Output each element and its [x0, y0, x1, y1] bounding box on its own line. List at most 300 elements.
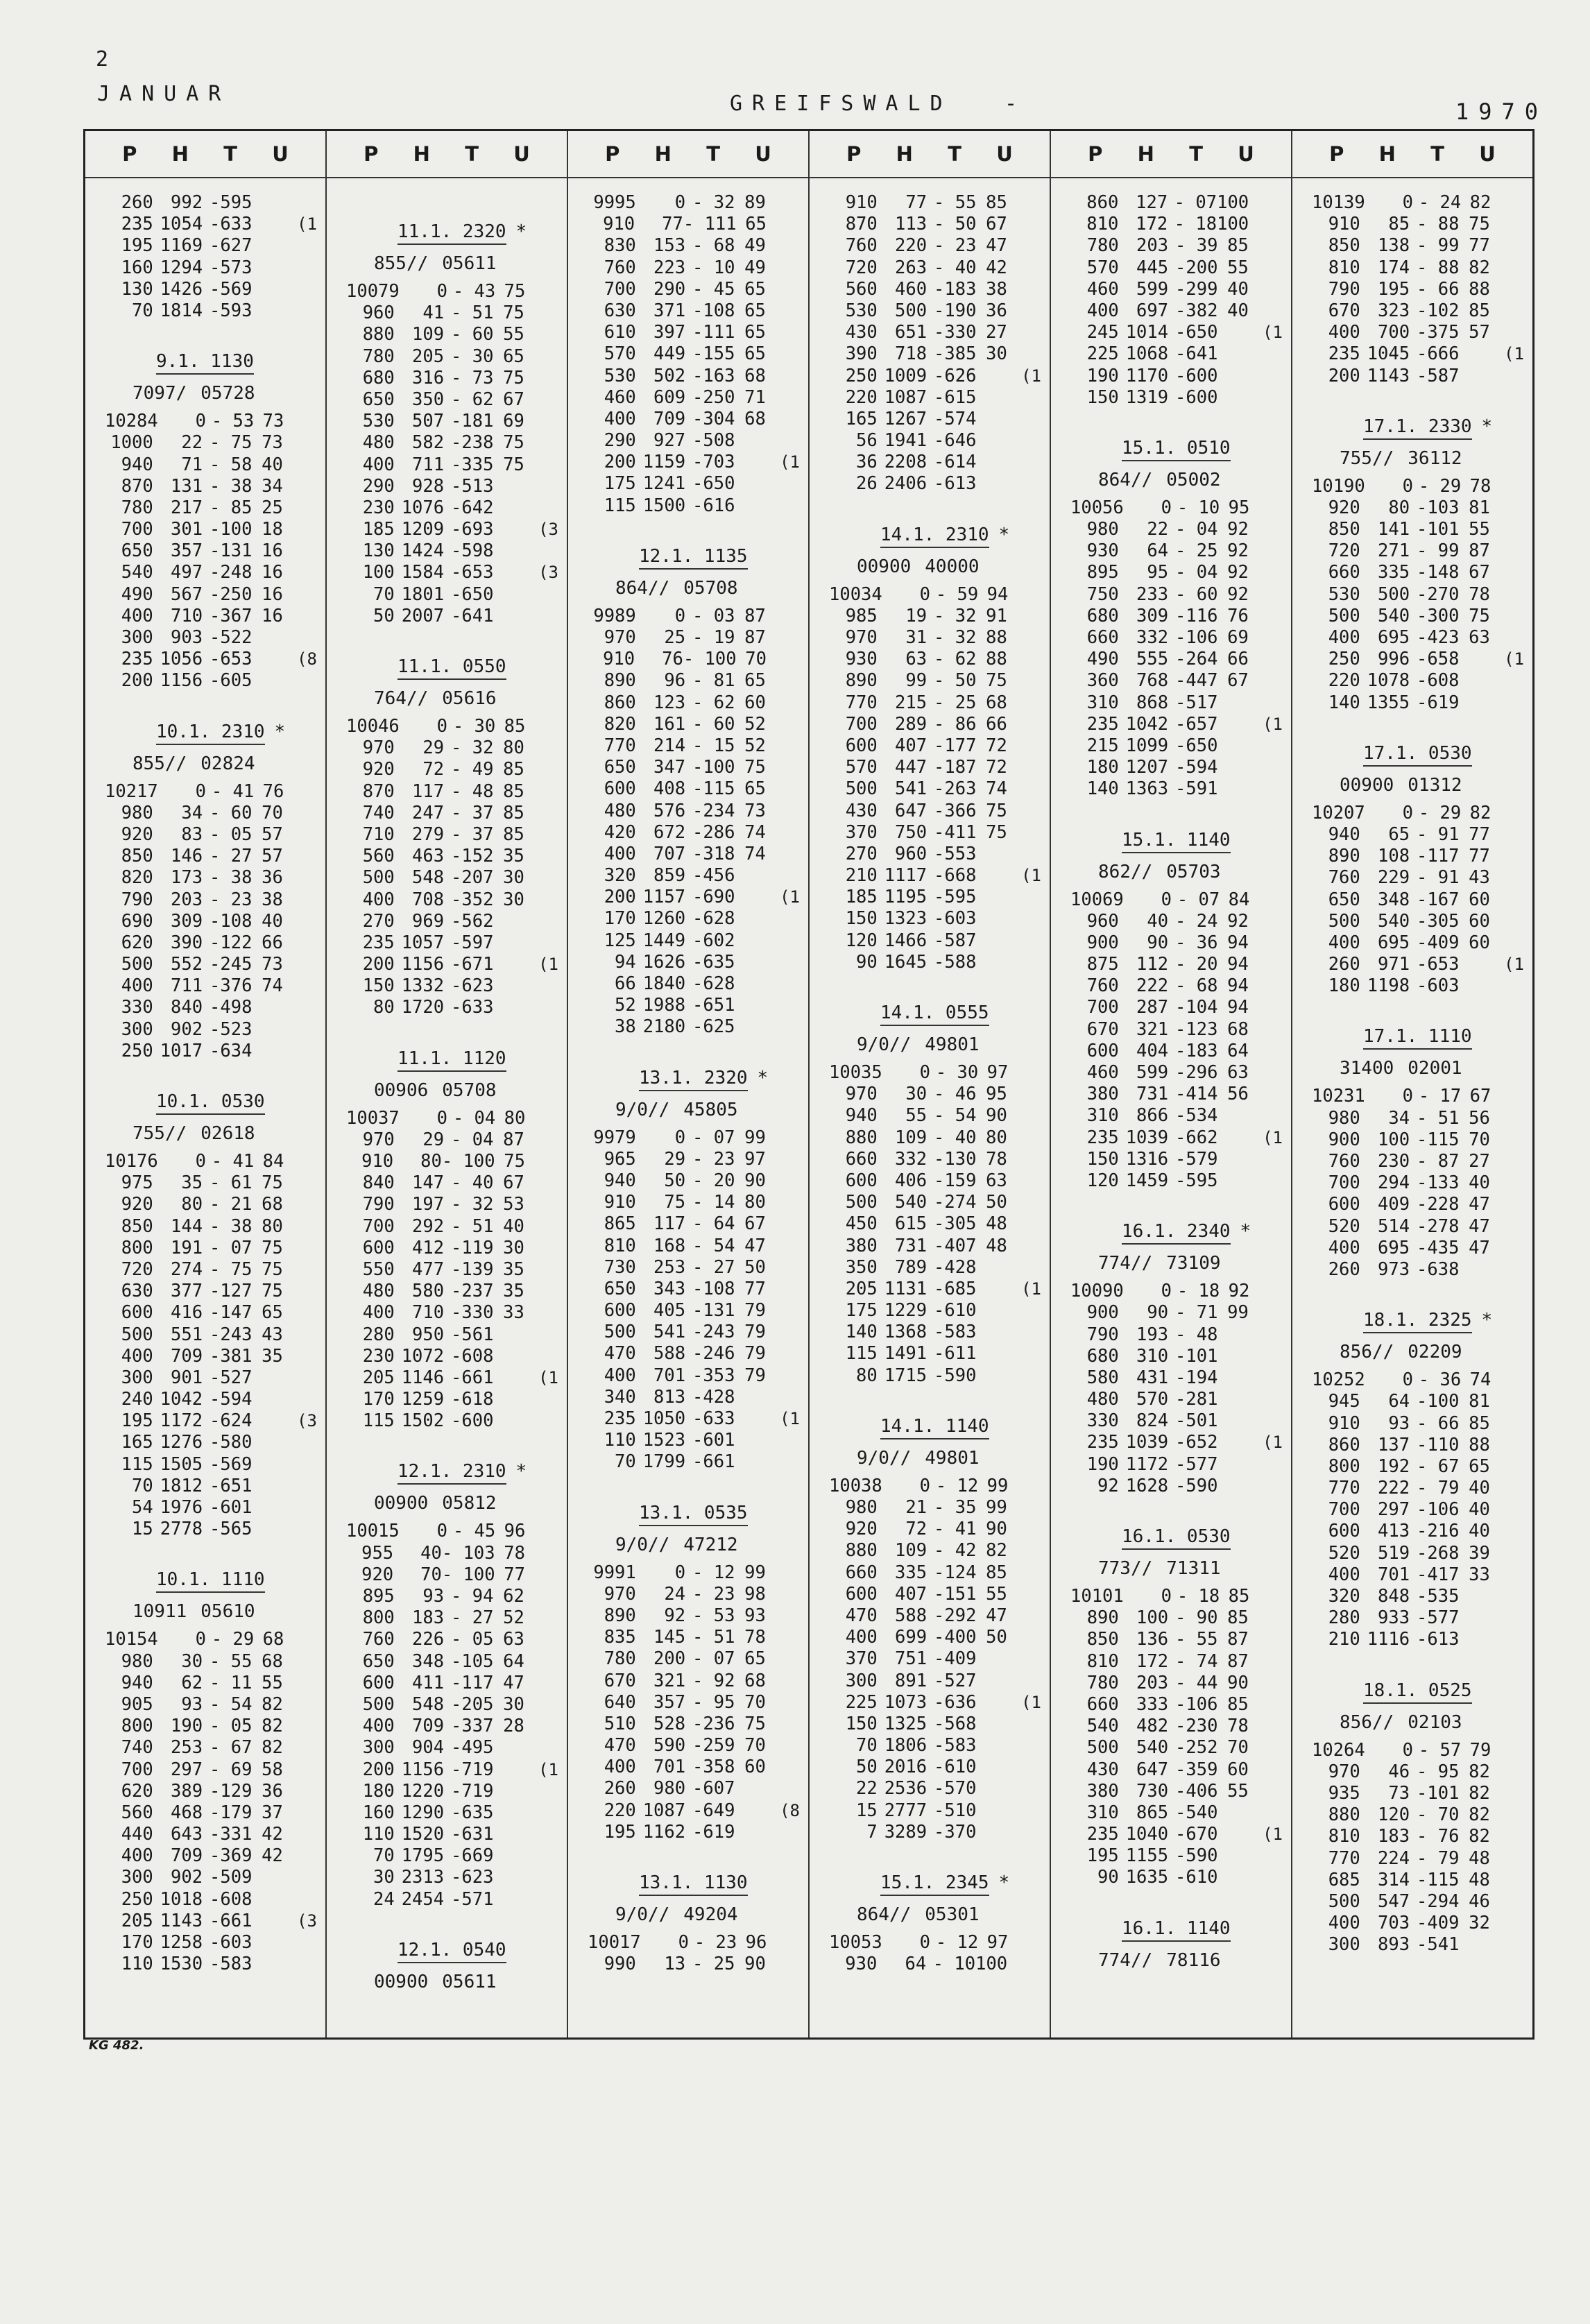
temperature-value: -685 — [934, 1278, 977, 1299]
temperature-value: -650 — [1175, 322, 1218, 343]
temperature-value: - 60 — [210, 802, 253, 823]
temperature-value: - 91 — [1417, 823, 1460, 845]
height-value: 34 — [181, 802, 203, 823]
temperature-value: -590 — [1175, 1475, 1218, 1496]
pressure-value: 400 — [1328, 932, 1360, 953]
table-row — [588, 214, 800, 235]
table-row — [588, 1170, 800, 1192]
sounding-date: 12.1. 2310 — [398, 1461, 506, 1485]
sounding-date: 16.1. 2340 — [1122, 1221, 1231, 1245]
height-value: 29 — [422, 737, 445, 759]
sounding-code-line — [1070, 1245, 1283, 1281]
temperature-value: - 14 — [692, 1192, 735, 1213]
height-value: 203 — [1136, 1672, 1169, 1693]
humidity-value: 82 — [262, 1693, 283, 1715]
humidity-value: 67 — [503, 1172, 524, 1194]
star-mark: * — [1481, 1310, 1493, 1331]
humidity-value: 79 — [744, 1322, 766, 1343]
height-value: 710 — [412, 1302, 445, 1324]
humidity-value: 58 — [262, 1759, 283, 1780]
pressure-value: 530 — [362, 411, 395, 432]
temperature-value: -577 — [1175, 1453, 1218, 1475]
temperature-value: -163 — [692, 365, 735, 386]
pressure-value: 440 — [121, 1824, 153, 1845]
humidity-value: 36 — [262, 1780, 283, 1802]
temperature-value: -719 — [451, 1780, 494, 1802]
humidity-value: 73 — [262, 432, 283, 454]
code-group-1: 755// — [1340, 447, 1394, 469]
height-value: 848 — [1378, 1586, 1410, 1607]
pressure-value: 54 — [132, 1497, 153, 1518]
table-row — [829, 1671, 1041, 1692]
code-group-2: 49801 — [925, 1447, 980, 1469]
table-row — [1070, 519, 1283, 540]
height-value: 63 — [905, 649, 928, 670]
table-row — [1070, 1367, 1283, 1389]
height-value: 108 — [1378, 846, 1410, 867]
humidity-value: 82 — [1469, 802, 1491, 823]
pressure-value: 980 — [845, 1497, 878, 1518]
sounding-header — [1070, 1918, 1283, 1942]
pressure-value: 700 — [1328, 1172, 1360, 1194]
humidity-value: 96 — [745, 1932, 767, 1953]
table-row — [105, 1867, 317, 1888]
table-row — [588, 1236, 800, 1257]
table-row — [1312, 1783, 1524, 1804]
temperature-value: - 44 — [1175, 1672, 1218, 1693]
humidity-value: 36 — [262, 867, 283, 889]
table-row — [346, 1607, 558, 1629]
sounding-date: 18.1. 0525 — [1363, 1680, 1472, 1704]
height-value: 172 — [1136, 214, 1168, 235]
temperature-value: -661 — [210, 1910, 253, 1931]
column-label: U — [996, 142, 1013, 166]
height-value: 460 — [895, 278, 928, 300]
sounding-code-line — [588, 1091, 800, 1127]
temperature-value: -102 — [1417, 300, 1460, 321]
temperature-value: -274 — [934, 1192, 977, 1213]
pressure-value: 130 — [362, 540, 395, 562]
pressure-value: 935 — [1328, 1782, 1360, 1804]
pressure-value: 90 — [1097, 1867, 1119, 1888]
height-value: 377 — [171, 1281, 203, 1302]
height-value: 0 — [674, 1127, 686, 1148]
height-value: 1229 — [884, 1300, 928, 1322]
temperature-value: -661 — [451, 1367, 494, 1388]
sounding-block — [105, 721, 317, 1062]
humidity-value: 90 — [986, 1105, 1007, 1127]
humidity-value: 99 — [744, 1562, 766, 1583]
table-row — [346, 824, 558, 846]
humidity-value: 43 — [1469, 867, 1490, 889]
pressure-value: 10079 — [346, 281, 400, 302]
temperature-value: -243 — [210, 1324, 253, 1345]
pressure-value: 560 — [362, 846, 395, 867]
humidity-value: 90 — [744, 1170, 766, 1191]
temperature-value: -358 — [692, 1757, 735, 1778]
temperature-value: - 25 — [692, 1954, 735, 1975]
note-mark: (3 — [538, 520, 558, 540]
height-value: 1502 — [401, 1410, 445, 1432]
temperature-value: -370 — [934, 1821, 977, 1843]
table-row — [588, 627, 800, 649]
temperature-value: -561 — [451, 1324, 494, 1345]
pressure-value: 125 — [604, 930, 636, 951]
humidity-value: 47 — [744, 1235, 766, 1256]
temperature-value: - 40 — [451, 1172, 494, 1194]
humidity-value: 85 — [503, 759, 524, 780]
height-value: 263 — [895, 257, 928, 278]
height-value: 1276 — [160, 1432, 203, 1453]
temperature-value: - 23 — [210, 889, 253, 910]
humidity-value: 79 — [744, 1300, 766, 1322]
sounding-header — [1312, 416, 1524, 440]
pressure-value: 52 — [615, 995, 636, 1016]
pressure-value: 340 — [604, 1386, 636, 1408]
temperature-value: - 04 — [451, 1129, 494, 1150]
sounding-date: 17.1. 0530 — [1363, 743, 1472, 767]
table-row — [829, 1300, 1041, 1322]
temperature-value: -105 — [451, 1650, 494, 1672]
star-mark: * — [998, 1872, 1010, 1893]
temperature-value: - 79 — [1417, 1847, 1460, 1869]
height-value: 174 — [1378, 257, 1410, 278]
height-value: 590 — [653, 1735, 686, 1757]
height-value: 1258 — [160, 1932, 203, 1953]
humidity-value: 55 — [1227, 257, 1249, 278]
table-row — [1070, 714, 1283, 735]
temperature-value: -409 — [934, 1648, 977, 1670]
pressure-value: 390 — [845, 343, 878, 365]
note-mark: (1 — [538, 1759, 558, 1779]
height-value: 1323 — [884, 908, 928, 930]
temperature-value: -662 — [1175, 1127, 1218, 1148]
table-row — [829, 714, 1041, 735]
table-row — [346, 1867, 558, 1888]
height-value: 500 — [1378, 583, 1410, 605]
humidity-value: 40 — [1227, 300, 1249, 321]
sounding-code-line — [105, 375, 317, 411]
height-value: 136 — [1136, 1629, 1169, 1650]
temperature-value: -409 — [1417, 932, 1460, 953]
pressure-value: 38 — [615, 1016, 636, 1038]
height-value: 540 — [1378, 605, 1410, 626]
table-row — [829, 1605, 1041, 1627]
pressure-value: 540 — [1086, 1716, 1119, 1737]
column-body — [810, 178, 1050, 1975]
table-row — [588, 735, 800, 757]
table-row — [105, 1694, 317, 1716]
table-row — [1070, 1432, 1283, 1453]
temperature-value: - 60 — [451, 324, 494, 345]
humidity-value: 60 — [1469, 910, 1490, 932]
humidity-value: 77 — [744, 1278, 766, 1299]
height-value: 0 — [195, 411, 206, 432]
column-label: U — [513, 142, 530, 166]
pressure-value: 480 — [362, 1281, 395, 1302]
pressure-value: 140 — [1328, 692, 1360, 713]
sounding-date: 11.1. 0550 — [398, 656, 506, 680]
sounding-header — [346, 1048, 558, 1072]
table-row — [105, 1651, 317, 1673]
code-group-2: 05002 — [1166, 469, 1221, 490]
temperature-value: -703 — [692, 452, 735, 473]
table-row — [1312, 192, 1524, 214]
temperature-value: - 19 — [692, 627, 735, 648]
table-row — [105, 781, 317, 803]
temperature-value: - 99 — [1417, 235, 1460, 257]
temperature-value: -635 — [692, 951, 735, 973]
height-value: 703 — [1378, 1913, 1410, 1934]
humidity-value: 53 — [503, 1194, 524, 1215]
humidity-value: 99 — [986, 1475, 1009, 1496]
sounding-header — [1312, 1680, 1524, 1704]
table-row — [105, 411, 317, 432]
pressure-value: 195 — [121, 235, 153, 257]
temperature-value: -110 — [1417, 1434, 1460, 1455]
height-value: 397 — [653, 322, 686, 343]
sounding-date: 15.1. 0510 — [1122, 438, 1231, 461]
temperature-value: - 41 — [211, 780, 255, 802]
temperature-value: -523 — [210, 1018, 253, 1040]
humidity-value: 92 — [1227, 519, 1249, 540]
pressure-value: 780 — [1086, 1672, 1119, 1693]
temperature-value: -571 — [451, 1888, 494, 1910]
humidity-value: 52 — [744, 713, 766, 735]
code-group-2: 47212 — [683, 1534, 738, 1555]
height-value: 333 — [1136, 1693, 1169, 1715]
page-number: 2 — [96, 47, 109, 71]
pressure-value: 850 — [1328, 235, 1360, 257]
pressure-value: 26 — [856, 473, 878, 495]
table-row — [105, 954, 317, 975]
table-row — [1070, 1759, 1283, 1781]
temperature-value: -598 — [451, 540, 494, 562]
height-value: 971 — [1378, 954, 1410, 975]
pressure-value: 790 — [362, 1194, 395, 1215]
temperature-value: -602 — [692, 930, 735, 951]
pressure-value: 600 — [362, 1237, 395, 1258]
pressure-value: 300 — [121, 1018, 153, 1040]
temperature-value: - 18 — [1177, 1586, 1220, 1607]
sounding-date: 9.1. 1130 — [156, 351, 254, 375]
height-value: 1635 — [1125, 1867, 1169, 1888]
pressure-value: 160 — [362, 1802, 395, 1823]
table-row — [105, 1367, 317, 1389]
height-value: 711 — [171, 975, 203, 997]
humidity-value: 67 — [1469, 1086, 1491, 1107]
table-row — [105, 432, 317, 454]
code-group-2: 05708 — [683, 577, 738, 599]
temperature-value: - 71 — [1175, 1302, 1218, 1324]
humidity-value: 65 — [1469, 1455, 1490, 1477]
height-value: 109 — [895, 1540, 928, 1562]
pressure-value: 900 — [1086, 1302, 1119, 1324]
height-value: 840 — [171, 997, 203, 1018]
pressure-value: 760 — [604, 257, 636, 278]
humidity-value: 69 — [503, 411, 524, 432]
pressure-value: 870 — [845, 214, 878, 235]
sounding-block — [346, 221, 558, 627]
humidity-value: 80 — [262, 1215, 283, 1237]
height-value: 707 — [653, 843, 686, 864]
table-row — [346, 281, 558, 302]
pressure-value: 660 — [1328, 562, 1360, 583]
pressure-value: 400 — [121, 605, 153, 626]
height-value: 709 — [412, 1716, 445, 1737]
sounding-header — [829, 1002, 1041, 1026]
pressure-value: 990 — [604, 1954, 636, 1975]
temperature-value: -318 — [692, 843, 735, 864]
height-value: 347 — [653, 757, 686, 778]
temperature-value: - 07 — [692, 1648, 735, 1670]
height-value: 555 — [1136, 649, 1169, 670]
pressure-value: 220 — [845, 386, 878, 408]
pressure-value: 720 — [845, 257, 878, 278]
sounding-header — [346, 1461, 558, 1485]
code-group-1: 00900 — [1340, 774, 1394, 796]
humidity-value: 77 — [504, 1564, 525, 1585]
table-row — [1070, 1324, 1283, 1346]
pressure-value: 70 — [856, 1735, 878, 1757]
sounding-block — [1312, 1026, 1524, 1281]
height-value: 615 — [895, 1213, 928, 1235]
height-value: 1018 — [160, 1888, 203, 1910]
temperature-value: -133 — [1417, 1172, 1460, 1194]
humidity-value: 77 — [1469, 823, 1490, 845]
pressure-value: 920 — [121, 1194, 153, 1215]
pressure-value: 740 — [362, 802, 395, 823]
height-value: 92 — [664, 1605, 686, 1626]
height-value: 0 — [919, 583, 930, 605]
height-value: 1159 — [642, 452, 686, 473]
sounding-block — [829, 1002, 1041, 1387]
temperature-value: -101 — [1175, 1345, 1218, 1367]
humidity-value: 85 — [986, 1562, 1007, 1583]
height-value: 2536 — [884, 1778, 928, 1800]
pressure-value: 100 — [362, 562, 395, 583]
temperature-value: -670 — [1175, 1824, 1218, 1845]
height-value: 77 — [662, 214, 683, 235]
pressure-value: 370 — [845, 1648, 878, 1670]
table-row — [1070, 1781, 1283, 1802]
height-value: 220 — [895, 235, 928, 257]
column-body — [1292, 178, 1532, 1956]
temperature-value: -428 — [692, 1386, 735, 1408]
temperature-value: -535 — [1417, 1586, 1460, 1607]
table-row — [105, 454, 317, 476]
height-value: 1087 — [642, 1800, 686, 1821]
humidity-value: 64 — [1227, 1040, 1249, 1061]
pressure-value: 520 — [1328, 1542, 1360, 1564]
pressure-value: 970 — [362, 737, 395, 759]
table-row — [1312, 519, 1524, 540]
table-row — [1070, 540, 1283, 562]
table-row — [346, 954, 558, 975]
temperature-value: -270 — [1417, 583, 1460, 605]
pressure-value: 400 — [121, 1845, 153, 1867]
table-row — [829, 1735, 1041, 1757]
humidity-value: 92 — [1228, 1281, 1250, 1302]
height-value: 891 — [895, 1670, 928, 1691]
height-value: 253 — [171, 1737, 203, 1759]
temperature-value: -666 — [1417, 343, 1460, 365]
code-group-1: 00900 — [374, 1971, 429, 1992]
table-row — [1312, 322, 1524, 343]
pressure-value: 850 — [1086, 1629, 1119, 1650]
note-mark: (3 — [538, 563, 558, 583]
height-value: 72 — [905, 1519, 928, 1540]
temperature-value: -155 — [692, 343, 735, 365]
pressure-value: 140 — [845, 1322, 878, 1343]
pressure-value: 600 — [604, 1300, 636, 1322]
height-value: 147 — [412, 1172, 445, 1194]
temperature-value: - 29 — [211, 1629, 255, 1650]
sounding-block — [829, 192, 1041, 495]
humidity-value: 65 — [745, 214, 767, 235]
sounding-block — [1070, 1526, 1283, 1889]
humidity-value: 42 — [262, 1824, 283, 1845]
pressure-value: 150 — [845, 1713, 878, 1734]
height-value: 253 — [653, 1256, 686, 1278]
temperature-value: -583 — [934, 1735, 977, 1757]
temperature-value: - 103 — [441, 1542, 495, 1564]
pressure-value: 320 — [604, 865, 636, 887]
table-row — [1070, 1673, 1283, 1694]
pressure-value: 170 — [121, 1932, 153, 1953]
humidity-value: 66 — [986, 713, 1007, 735]
sounding-block — [829, 1416, 1041, 1843]
pressure-value: 600 — [1328, 1194, 1360, 1215]
table-row — [105, 1432, 317, 1453]
humidity-value: 50 — [986, 1192, 1007, 1213]
pressure-value: 430 — [845, 800, 878, 821]
humidity-value: 85 — [503, 780, 524, 802]
temperature-value: -642 — [451, 497, 494, 518]
height-value: 709 — [171, 1845, 203, 1867]
height-value: 0 — [1402, 1739, 1413, 1761]
note-mark: (1 — [297, 214, 317, 234]
height-value: 700 — [1378, 322, 1410, 343]
temperature-value: -108 — [210, 910, 253, 932]
pressure-value: 570 — [845, 757, 878, 778]
pressure-value: 500 — [362, 867, 395, 889]
height-value: 1209 — [401, 519, 445, 540]
temperature-value: -100 — [1417, 1391, 1460, 1412]
humidity-value: 57 — [262, 823, 283, 845]
humidity-value: 69 — [1227, 627, 1249, 648]
sounding-block — [1070, 1918, 1283, 1978]
height-value: 582 — [412, 432, 445, 454]
height-value: 1812 — [160, 1475, 203, 1496]
sounding-header — [346, 656, 558, 680]
pressure-value: 640 — [604, 1691, 636, 1713]
table-row — [1070, 1410, 1283, 1432]
temperature-value: - 111 — [683, 214, 737, 235]
table-row — [105, 1389, 317, 1410]
humidity-value: 67 — [1227, 670, 1249, 692]
sounding-date: 12.1. 1135 — [639, 546, 748, 570]
pressure-value: 780 — [121, 497, 153, 518]
table-row — [1070, 1019, 1283, 1041]
table-row — [346, 803, 558, 824]
pressure-value: 910 — [361, 1151, 394, 1172]
height-value: 287 — [1136, 997, 1169, 1018]
table-row — [829, 1127, 1041, 1149]
height-value: 903 — [171, 627, 203, 648]
pressure-value: 470 — [604, 1735, 636, 1757]
temperature-value: - 55 — [210, 1650, 253, 1672]
